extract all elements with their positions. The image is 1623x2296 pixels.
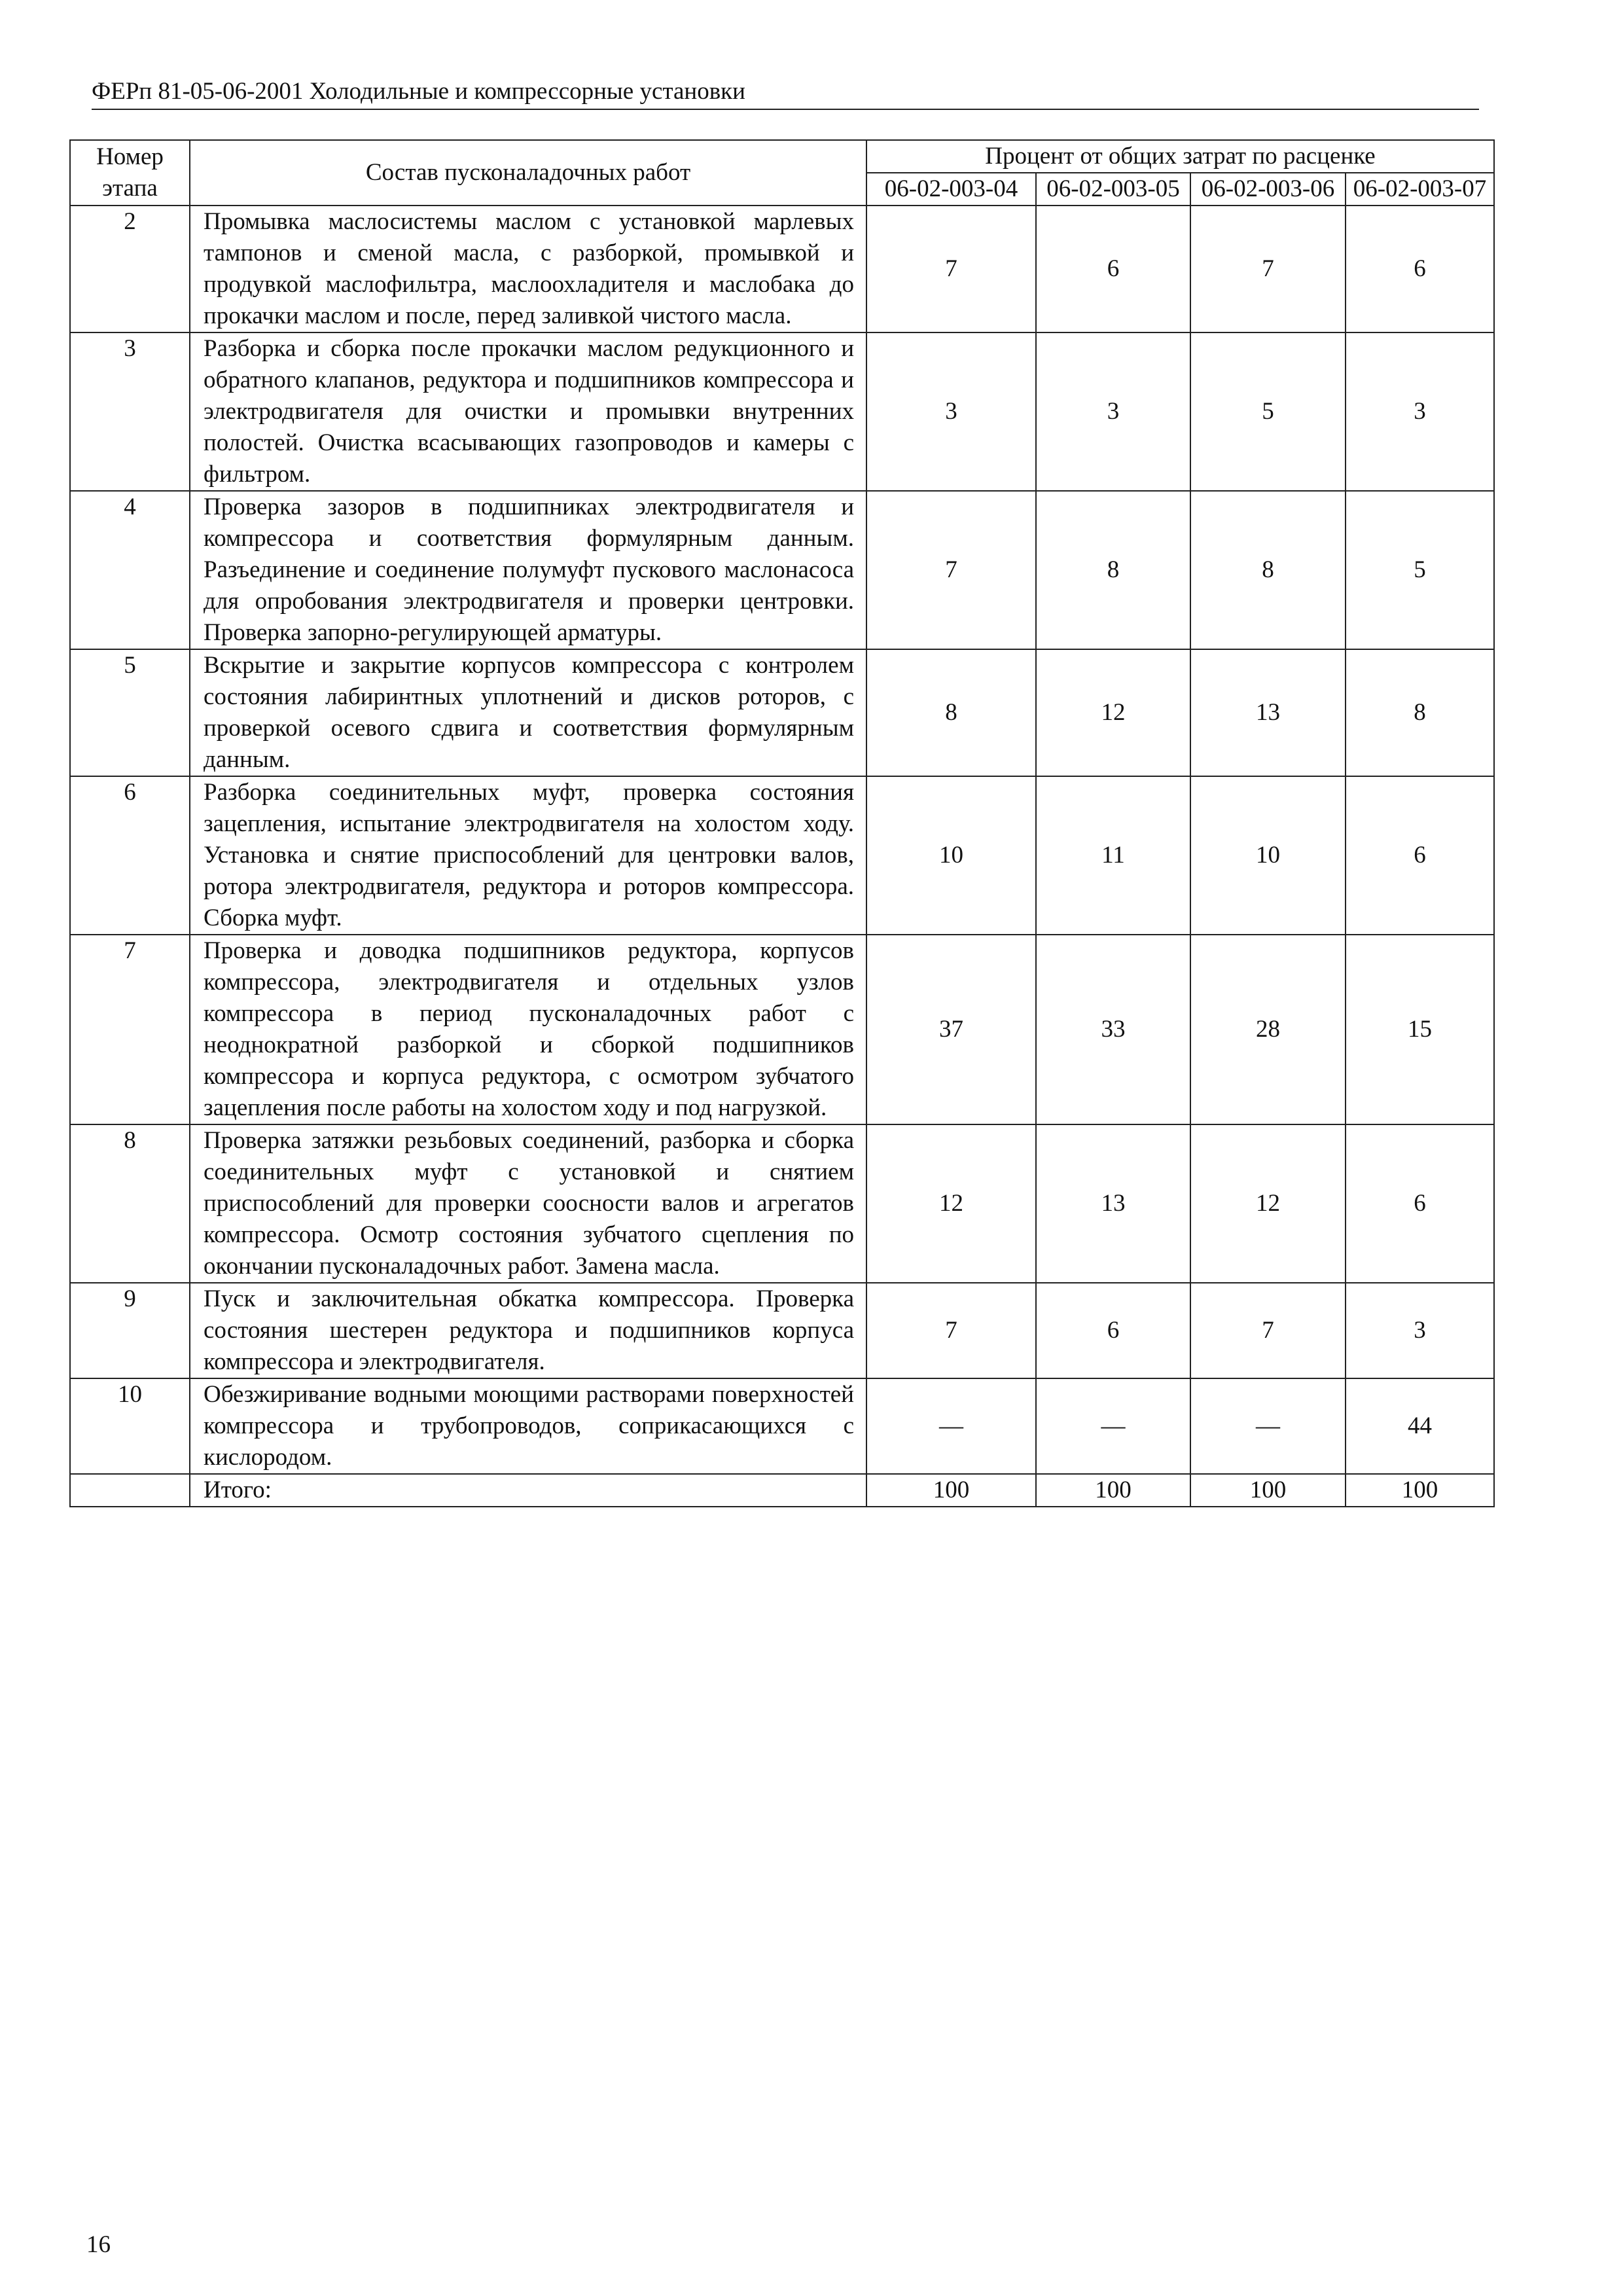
percent-value: 3	[1346, 332, 1494, 491]
total-value: 100	[1346, 1474, 1494, 1507]
percent-value: 28	[1190, 935, 1346, 1124]
percent-value: 5	[1346, 491, 1494, 649]
stage-number: 3	[70, 332, 190, 491]
stage-number: 2	[70, 206, 190, 332]
work-description: Вскрытие и закрытие корпусов компрессора с контролем состояния лабиринтных уплотнений и дисков роторов, с проверкой осевого сдвига и соответствия формулярным данным.	[190, 649, 866, 776]
percent-value: 6	[1346, 206, 1494, 332]
table-row	[70, 491, 1494, 649]
stages-table	[69, 139, 1495, 1507]
code-header: 06-02-003-06	[1190, 173, 1346, 206]
stage-number: 6	[70, 776, 190, 935]
total-value: 100	[866, 1474, 1036, 1507]
percent-value: 6	[1346, 1124, 1494, 1283]
percent-value: 44	[1346, 1378, 1494, 1474]
percent-value: —	[866, 1378, 1036, 1474]
table-row	[70, 935, 1494, 1124]
code-header: 06-02-003-04	[866, 173, 1036, 206]
total-stage-cell	[70, 1474, 190, 1507]
running-header: ФЕРп 81-05-06-2001 Холодильные и компрессорные установки	[92, 78, 745, 105]
percent-value: 8	[1036, 491, 1190, 649]
percent-value: 3	[866, 332, 1036, 491]
table-row	[70, 776, 1494, 935]
percent-value: 10	[1190, 776, 1346, 935]
work-description: Проверка зазоров в подшипниках электродвигателя и компрессора и соответствия формулярным данным. Разъединение и соединение полумуфт пускового маслонасоса для опробования электродвигателя и проверки центровки. Проверка запорно-регулирующей арматуры.	[190, 491, 866, 649]
percent-value: 15	[1346, 935, 1494, 1124]
stage-number: 10	[70, 1378, 190, 1474]
percent-value: 33	[1036, 935, 1190, 1124]
percent-value: —	[1190, 1378, 1346, 1474]
percent-value: 12	[866, 1124, 1036, 1283]
percent-value: 8	[1190, 491, 1346, 649]
percent-value: 6	[1346, 776, 1494, 935]
percent-value: 13	[1190, 649, 1346, 776]
percent-value: 10	[866, 776, 1036, 935]
stage-column-header: Номер этапа	[70, 140, 190, 206]
stage-number: 9	[70, 1283, 190, 1378]
table-row	[70, 1378, 1494, 1474]
code-header: 06-02-003-05	[1036, 173, 1190, 206]
percent-value: 12	[1190, 1124, 1346, 1283]
table-row	[70, 332, 1494, 491]
percent-value: 7	[866, 491, 1036, 649]
percent-value: 7	[866, 206, 1036, 332]
percent-value: 7	[866, 1283, 1036, 1378]
work-description: Разборка и сборка после прокачки маслом редукционного и обратного клапанов, редуктора и подшипников компрессора и электродвигателя для очистки и промывки внутренних полостей. Очистка всасывающих газопроводов и камеры с фильтром.	[190, 332, 866, 491]
percent-value: 7	[1190, 1283, 1346, 1378]
work-column-header: Состав пусконаладочных работ	[190, 140, 866, 206]
percent-value: 13	[1036, 1124, 1190, 1283]
percent-value: 12	[1036, 649, 1190, 776]
percent-value: —	[1036, 1378, 1190, 1474]
total-label: Итого:	[190, 1474, 866, 1507]
header-rule	[92, 109, 1479, 110]
total-value: 100	[1036, 1474, 1190, 1507]
page-number: 16	[86, 2231, 111, 2258]
percent-value: 6	[1036, 206, 1190, 332]
stage-number: 8	[70, 1124, 190, 1283]
percent-value: 3	[1346, 1283, 1494, 1378]
work-description: Проверка и доводка подшипников редуктора, корпусов компрессора, электродвигателя и отдельных узлов компрессора в период пусконаладочных работ с неоднократной разборкой и сборкой подшипников компрессора и корпуса редуктора, с осмотром зубчатого зацепления после работы на холостом ходу и под нагрузкой.	[190, 935, 866, 1124]
work-description: Обезжиривание водными моющими растворами поверхностей компрессора и трубопроводов, соприкасающихся с кислородом.	[190, 1378, 866, 1474]
percent-value: 7	[1190, 206, 1346, 332]
code-header: 06-02-003-07	[1346, 173, 1494, 206]
percent-value: 37	[866, 935, 1036, 1124]
stage-number: 7	[70, 935, 190, 1124]
work-description: Промывка маслосистемы маслом с установкой марлевых тампонов и сменой масла, с разборкой, промывкой и продувкой маслофильтра, маслоохладителя и маслобака до прокачки маслом и после, перед заливкой чистого масла.	[190, 206, 866, 332]
percent-value: 5	[1190, 332, 1346, 491]
stage-number: 4	[70, 491, 190, 649]
work-description: Разборка соединительных муфт, проверка состояния зацепления, испытание электродвигателя на холостом ходу. Установка и снятие приспособлений для центровки валов, ротора электродвигателя, редуктора и роторов компрессора. Сборка муфт.	[190, 776, 866, 935]
table-row	[70, 206, 1494, 332]
percent-value: 8	[1346, 649, 1494, 776]
total-row	[70, 1474, 1494, 1507]
percent-value: 3	[1036, 332, 1190, 491]
table-row	[70, 1124, 1494, 1283]
work-description: Проверка затяжки резьбовых соединений, разборка и сборка соединительных муфт с установкой и снятием приспособлений для проверки соосности валов и агрегатов компрессора. Осмотр состояния зубчатого сцепления по окончании пусконаладочных работ. Замена масла.	[190, 1124, 866, 1283]
total-value: 100	[1190, 1474, 1346, 1507]
table-row	[70, 1283, 1494, 1378]
percent-value: 6	[1036, 1283, 1190, 1378]
percent-value: 11	[1036, 776, 1190, 935]
table-row	[70, 649, 1494, 776]
percent-value: 8	[866, 649, 1036, 776]
stage-number: 5	[70, 649, 190, 776]
percent-group-header: Процент от общих затрат по расценке	[866, 140, 1494, 173]
work-description: Пуск и заключительная обкатка компрессора. Проверка состояния шестерен редуктора и подшипников корпуса компрессора и электродвигателя.	[190, 1283, 866, 1378]
